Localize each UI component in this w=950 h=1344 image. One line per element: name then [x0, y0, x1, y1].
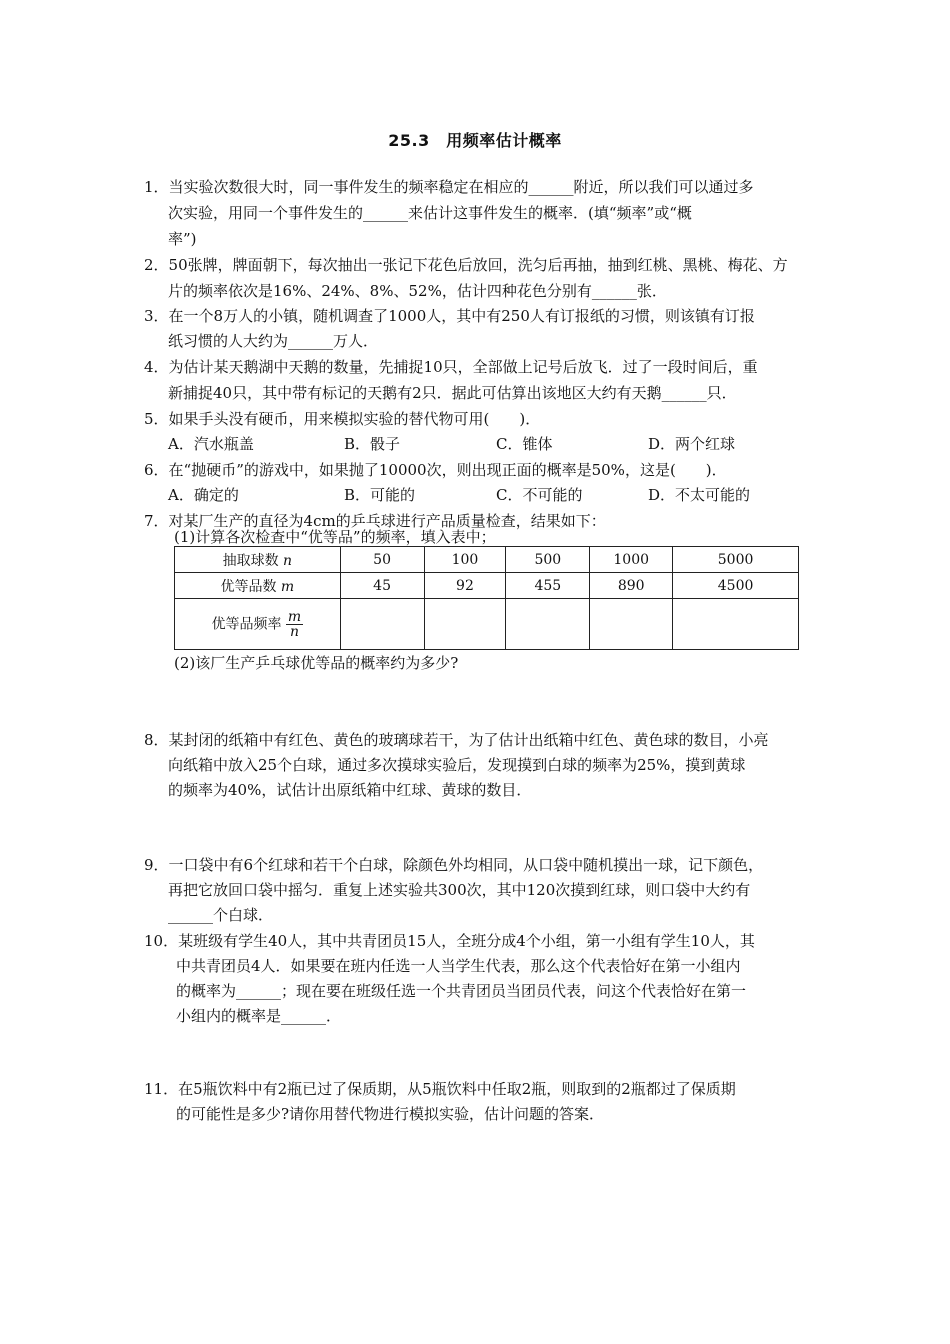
q11-line2: 的可能性是多少?请你用替代物进行模拟实验，估计问题的答案． — [176, 1105, 605, 1123]
table-row — [175, 599, 799, 650]
empty-cell[interactable] — [424, 599, 506, 650]
q6-option-a: A．确定的 — [168, 486, 239, 504]
q3-line1: 3．在一个8万人的小镇，随机调查了1000人，其中有250人有订报纸的习惯，则该镇有订报 — [144, 307, 755, 325]
q10-line2: 中共青团员4人．如果要在班内任选一人当学生代表，那么这个代表恰好在第一小组内 — [176, 957, 741, 975]
table-cell: 890 — [590, 573, 673, 599]
empty-cell[interactable] — [340, 599, 424, 650]
q8-line3: 的频率为40%，试估计出原纸箱中红球、黄球的数目． — [168, 781, 532, 799]
q6-option-b: B．可能的 — [344, 486, 416, 504]
q10-line1: 10．某班级有学生40人，其中共青团员15人，全班分成4个小组，第一小组有学生10人，其 — [144, 932, 755, 950]
q9-line2: 再把它放回口袋中摇匀．重复上述实验共300次，其中120次摸到红球，则口袋中大约有 — [168, 881, 751, 899]
q7-table — [174, 546, 799, 650]
q6-option-d: D．不太可能的 — [648, 486, 751, 504]
page-title: 25.3 用频率估计概率 — [388, 131, 562, 150]
table-cell: 500 — [506, 547, 590, 573]
q4-line1: 4．为估计某天鹅湖中天鹅的数量，先捕捉10只，全部做上记号后放飞．过了一段时间后，重 — [144, 358, 758, 376]
q1-line2: 次实验，用同一个事件发生的______来估计这事件发生的概率．(填“频率”或“概 — [168, 204, 692, 222]
q5-option-b: B．骰子 — [344, 435, 401, 453]
q6-option-c: C．不可能的 — [496, 486, 583, 504]
table-cell: 4500 — [673, 573, 799, 599]
table-cell: 455 — [506, 573, 590, 599]
table-row — [175, 547, 799, 573]
q1-line1: 1．当实验次数很大时，同一事件发生的频率稳定在相应的______附近，所以我们可以通过多 — [144, 178, 754, 196]
q7-sub2: (2)该厂生产乒乓球优等品的概率约为多少? — [174, 654, 459, 672]
q5-stem: 5．如果手头没有硬币，用来模拟实验的替代物可用( )． — [144, 410, 541, 428]
q4-line2: 新捕捉40只，其中带有标记的天鹅有2只．据此可估算出该地区大约有天鹅______只． — [168, 384, 737, 402]
q9-line3: ______个白球． — [168, 906, 274, 924]
table-cell: 100 — [424, 547, 506, 573]
q6-stem: 6．在“抛硬币”的游戏中，如果抛了10000次，则出现正面的概率是50%，这是( )． — [144, 461, 727, 479]
q7-stem: 7．对某厂生产的直径为4cm的乒乓球进行产品质量检查，结果如下： — [144, 512, 606, 530]
q2-line2: 片的频率依次是16%、24%、8%、52%，估计四种花色分别有______张． — [168, 282, 667, 300]
table-cell: 1000 — [590, 547, 673, 573]
q8-line1: 8．某封闭的纸箱中有红色、黄色的玻璃球若干，为了估计出纸箱中红色、黄色球的数目，小亮 — [144, 731, 769, 749]
row-label: 优等品数 m — [175, 573, 341, 599]
q10-line4: 小组内的概率是______． — [176, 1007, 342, 1025]
q2-line1: 2．50张牌，牌面朝下，每次抽出一张记下花色后放回，洗匀后再抽，抽到红桃、黑桃、梅花、方 — [144, 256, 788, 274]
row-label: 抽取球数 n — [175, 547, 341, 573]
row-label: 优等品频率 $\frac{m}{n}$ — [175, 599, 341, 650]
q3-line2: 纸习惯的人大约为______万人． — [168, 332, 379, 350]
empty-cell[interactable] — [673, 599, 799, 650]
table-cell: 45 — [340, 573, 424, 599]
fraction-m-over-n: $\frac{m}{n}$ — [287, 608, 302, 640]
table-cell: 92 — [424, 573, 506, 599]
q5-option-a: A．汽水瓶盖 — [168, 435, 254, 453]
q8-line2: 向纸箱中放入25个白球，通过多次摸球实验后，发现摸到白球的频率为25%，摸到黄球 — [168, 756, 746, 774]
empty-cell[interactable] — [506, 599, 590, 650]
q7-sub1: (1)计算各次检查中“优等品”的频率，填入表中； — [174, 528, 496, 546]
q5-option-c: C．锥体 — [496, 435, 553, 453]
table-row — [175, 573, 799, 599]
empty-cell[interactable] — [590, 599, 673, 650]
q9-line1: 9．一口袋中有6个红球和若干个白球，除颜色外均相同，从口袋中随机摸出一球，记下颜色， — [144, 856, 764, 874]
q11-line1: 11．在5瓶饮料中有2瓶已过了保质期，从5瓶饮料中任取2瓶，则取到的2瓶都过了保质期 — [144, 1080, 736, 1098]
q1-line3: 率”) — [168, 230, 197, 248]
table-cell: 5000 — [673, 547, 799, 573]
table-cell: 50 — [340, 547, 424, 573]
q10-line3: 的概率为______；现在要在班级任选一个共青团员当团员代表，问这个代表恰好在第一 — [176, 982, 747, 1000]
q5-option-d: D．两个红球 — [648, 435, 736, 453]
